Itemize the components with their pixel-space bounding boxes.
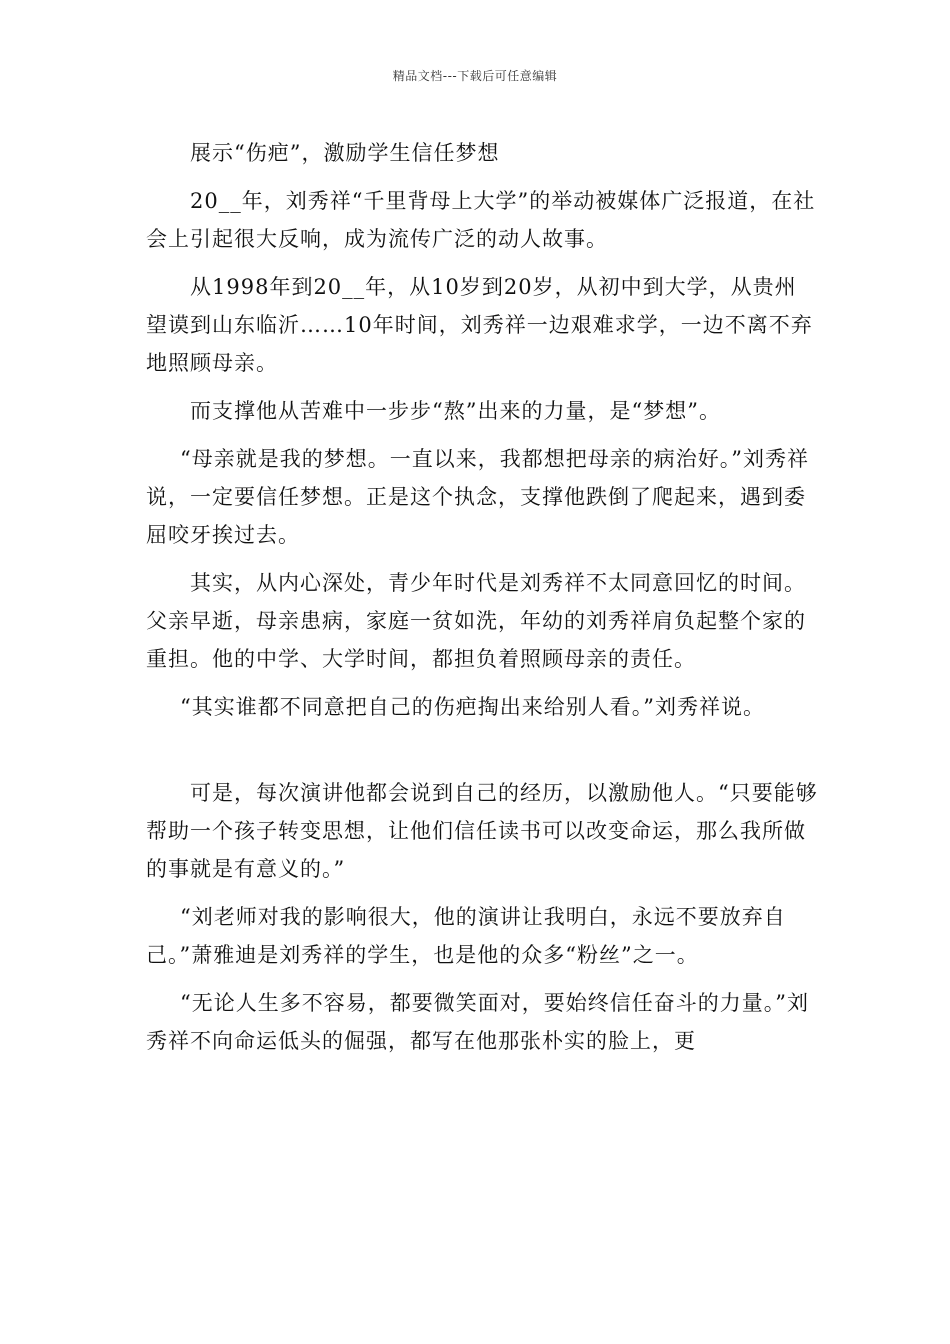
paragraph: “母亲就是我的梦想。一直以来，我都想把母亲的病治好。”刘秀祥说，一定要信任梦想。正是这个执念，支撑他跌倒了爬起来，遇到委屈咬牙挨过去。 bbox=[146, 447, 809, 547]
paragraph-heading: 展示“伤疤”，激励学生信任梦想 bbox=[190, 141, 500, 165]
paragraph: 可是，每次演讲他都会说到自己的经历，以激励他人。“只要能够帮助一个孩子转变思想，让他们信任读书可以改变命运，那么我所做的事就是有意义的。” bbox=[146, 781, 818, 881]
paragraph: “其实谁都不同意把自己的伤疤掏出来给别人看。”刘秀祥说。 bbox=[180, 695, 765, 719]
paragraph: 其实，从内心深处，青少年时代是刘秀祥不太同意回忆的时间。父亲早逝，母亲患病，家庭一贫如洗，年幼的刘秀祥肩负起整个家的重担。他的中学、大学时间，都担负着照顾母亲的责任。 bbox=[146, 571, 806, 671]
paragraph: 20__年，刘秀祥“千里背母上大学”的举动被媒体广泛报道，在社会上引起很大反响，成为流传广泛的动人故事。 bbox=[146, 189, 816, 251]
page-header: 精品文档---下载后可任意编辑 bbox=[392, 69, 558, 83]
paragraph: 而支撑他从苦难中一步步“熬”出来的力量，是“梦想”。 bbox=[190, 399, 721, 423]
paragraph: “无论人生多不容易，都要微笑面对，要始终信任奋斗的力量。”刘秀祥不向命运低头的倔强，都写在他那张朴实的脸上，更 bbox=[146, 991, 809, 1053]
paragraph: 从1998年到20__年，从10岁到20岁，从初中到大学，从贵州望谟到山东临沂……10年时间，刘秀祥一边艰难求学，一边不离不弃地照顾母亲。 bbox=[146, 275, 813, 375]
document-body bbox=[146, 134, 818, 1070]
paragraph: “刘老师对我的影响很大，他的演讲让我明白，永远不要放弃自己。”萧雅迪是刘秀祥的学生，也是他的众多“粉丝”之一。 bbox=[146, 905, 786, 967]
